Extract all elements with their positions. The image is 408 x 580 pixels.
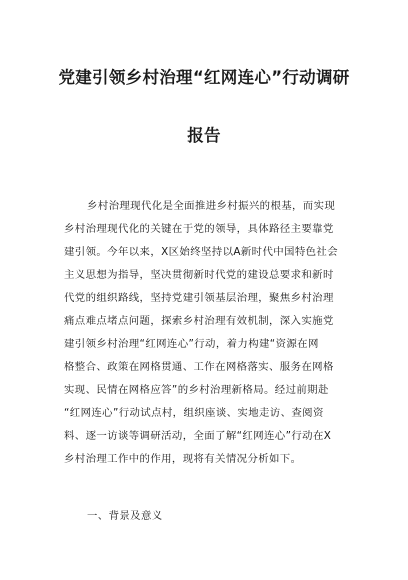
body-line: 乡村治理现代化的关键在于党的领导，具体路径主要靠党 <box>64 223 334 235</box>
body-line: “红网连心”行动试点村，组织座谈、实地走访、查阅资 <box>64 407 324 419</box>
section-heading: 一、背景及意义 <box>87 510 163 522</box>
body-line: 建引领乡村治理“红网连心”行动，着力构建“资源在网 <box>64 338 319 350</box>
document-title: 党建引领乡村治理“红网连心”行动调研 <box>58 68 350 87</box>
body-line: 主义思想为指导，坚决贯彻新时代党的建设总要求和新时 <box>64 269 334 281</box>
body-line: 实现、民情在网格应答”的乡村治理新格局。经过前期赴 <box>64 384 329 396</box>
body-line: 痛点难点堵点问题，探索乡村治理有效机制，深入实施党 <box>64 315 334 327</box>
body-line: 乡村治理工作中的作用，现将有关情况分析如下。 <box>64 453 302 465</box>
body-line: 乡村治理现代化是全面推进乡村振兴的根基，而实现 <box>87 200 336 212</box>
body-line: 料、逐一访谈等调研活动，全面了解“红网连心”行动在X <box>64 430 332 442</box>
document-title-continued: 报告 <box>187 126 221 145</box>
body-line: 格整合、政策在网格贯通、工作在网格落实、服务在网格 <box>64 361 334 373</box>
body-line: 建引领。今年以来，X区始终坚持以A新时代中国特色社会 <box>64 246 338 258</box>
body-line: 代党的组织路线，坚持党建引领基层治理，聚焦乡村治理 <box>64 292 334 304</box>
